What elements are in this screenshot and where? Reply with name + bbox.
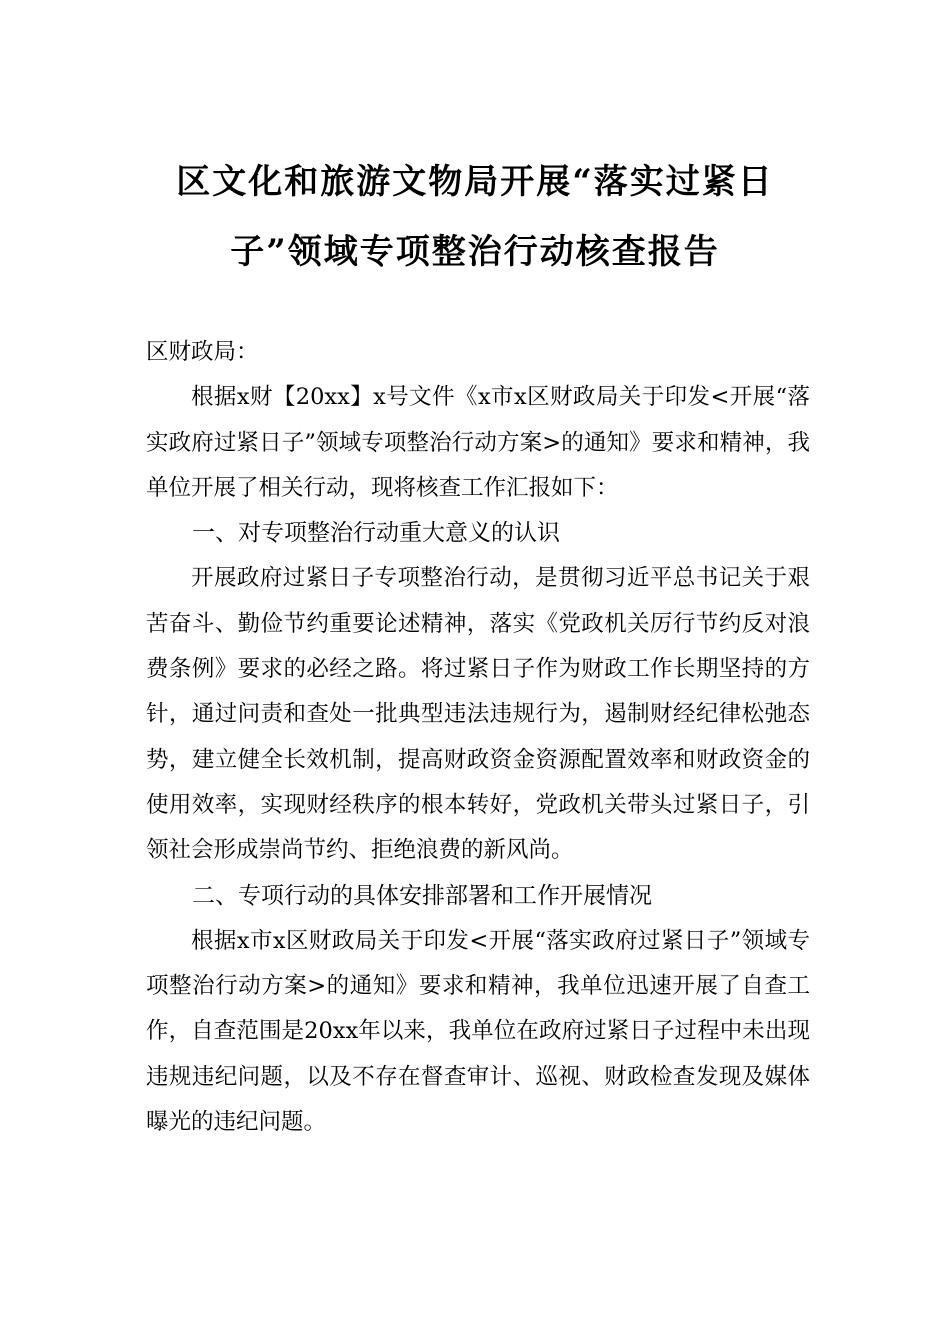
- document-title-line-2: 子”领域专项整治行动核查报告: [230, 232, 720, 272]
- document-body: [146, 330, 810, 1145]
- intro-paragraph: 根据x财【20xx】x号文件《x市x区财政局关于印发<开展“落实政府过紧日子”领域专项整治行动方案>的通知》要求和精神，我单位开展了相关行动，现将核查工作汇报如下：: [146, 384, 810, 501]
- section-2-paragraph: 根据x市x区财政局关于印发<开展“落实政府过紧日子”领域专项整治行动方案>的通知》要求和精神，我单位迅速开展了自查工作，自查范围是20xx年以来，我单位在政府过紧日子过程中未出现违规违纪问题，以及不存在督查审计、巡视、财政检查发现及媒体曝光的违纪问题。: [146, 927, 810, 1136]
- section-2-heading: 二、专项行动的具体安排部署和工作开展情况: [192, 882, 652, 909]
- salutation: 区财政局：: [146, 339, 259, 365]
- document-title-line-1: 区文化和旅游文物局开展“落实过紧日: [176, 162, 774, 202]
- section-1-paragraph: 开展政府过紧日子专项整治行动，是贯彻习近平总书记关于艰苦奋斗、勤俭节约重要论述精神，落实《党政机关厉行节约反对浪费条例》要求的必经之路。将过紧日子作为财政工作长期坚持的方针，通过问责和查处一批典型违法违规行为，遏制财经纪律松弛态势，建立健全长效机制，提高财政资金资源配置效率和财政资金的使用效率，实现财经秩序的根本转好，党政机关带头过紧日子，引领社会形成崇尚节约、拒绝浪费的新风尚。: [146, 565, 810, 864]
- section-1-heading: 一、对专项整治行动重大意义的认识: [192, 520, 560, 547]
